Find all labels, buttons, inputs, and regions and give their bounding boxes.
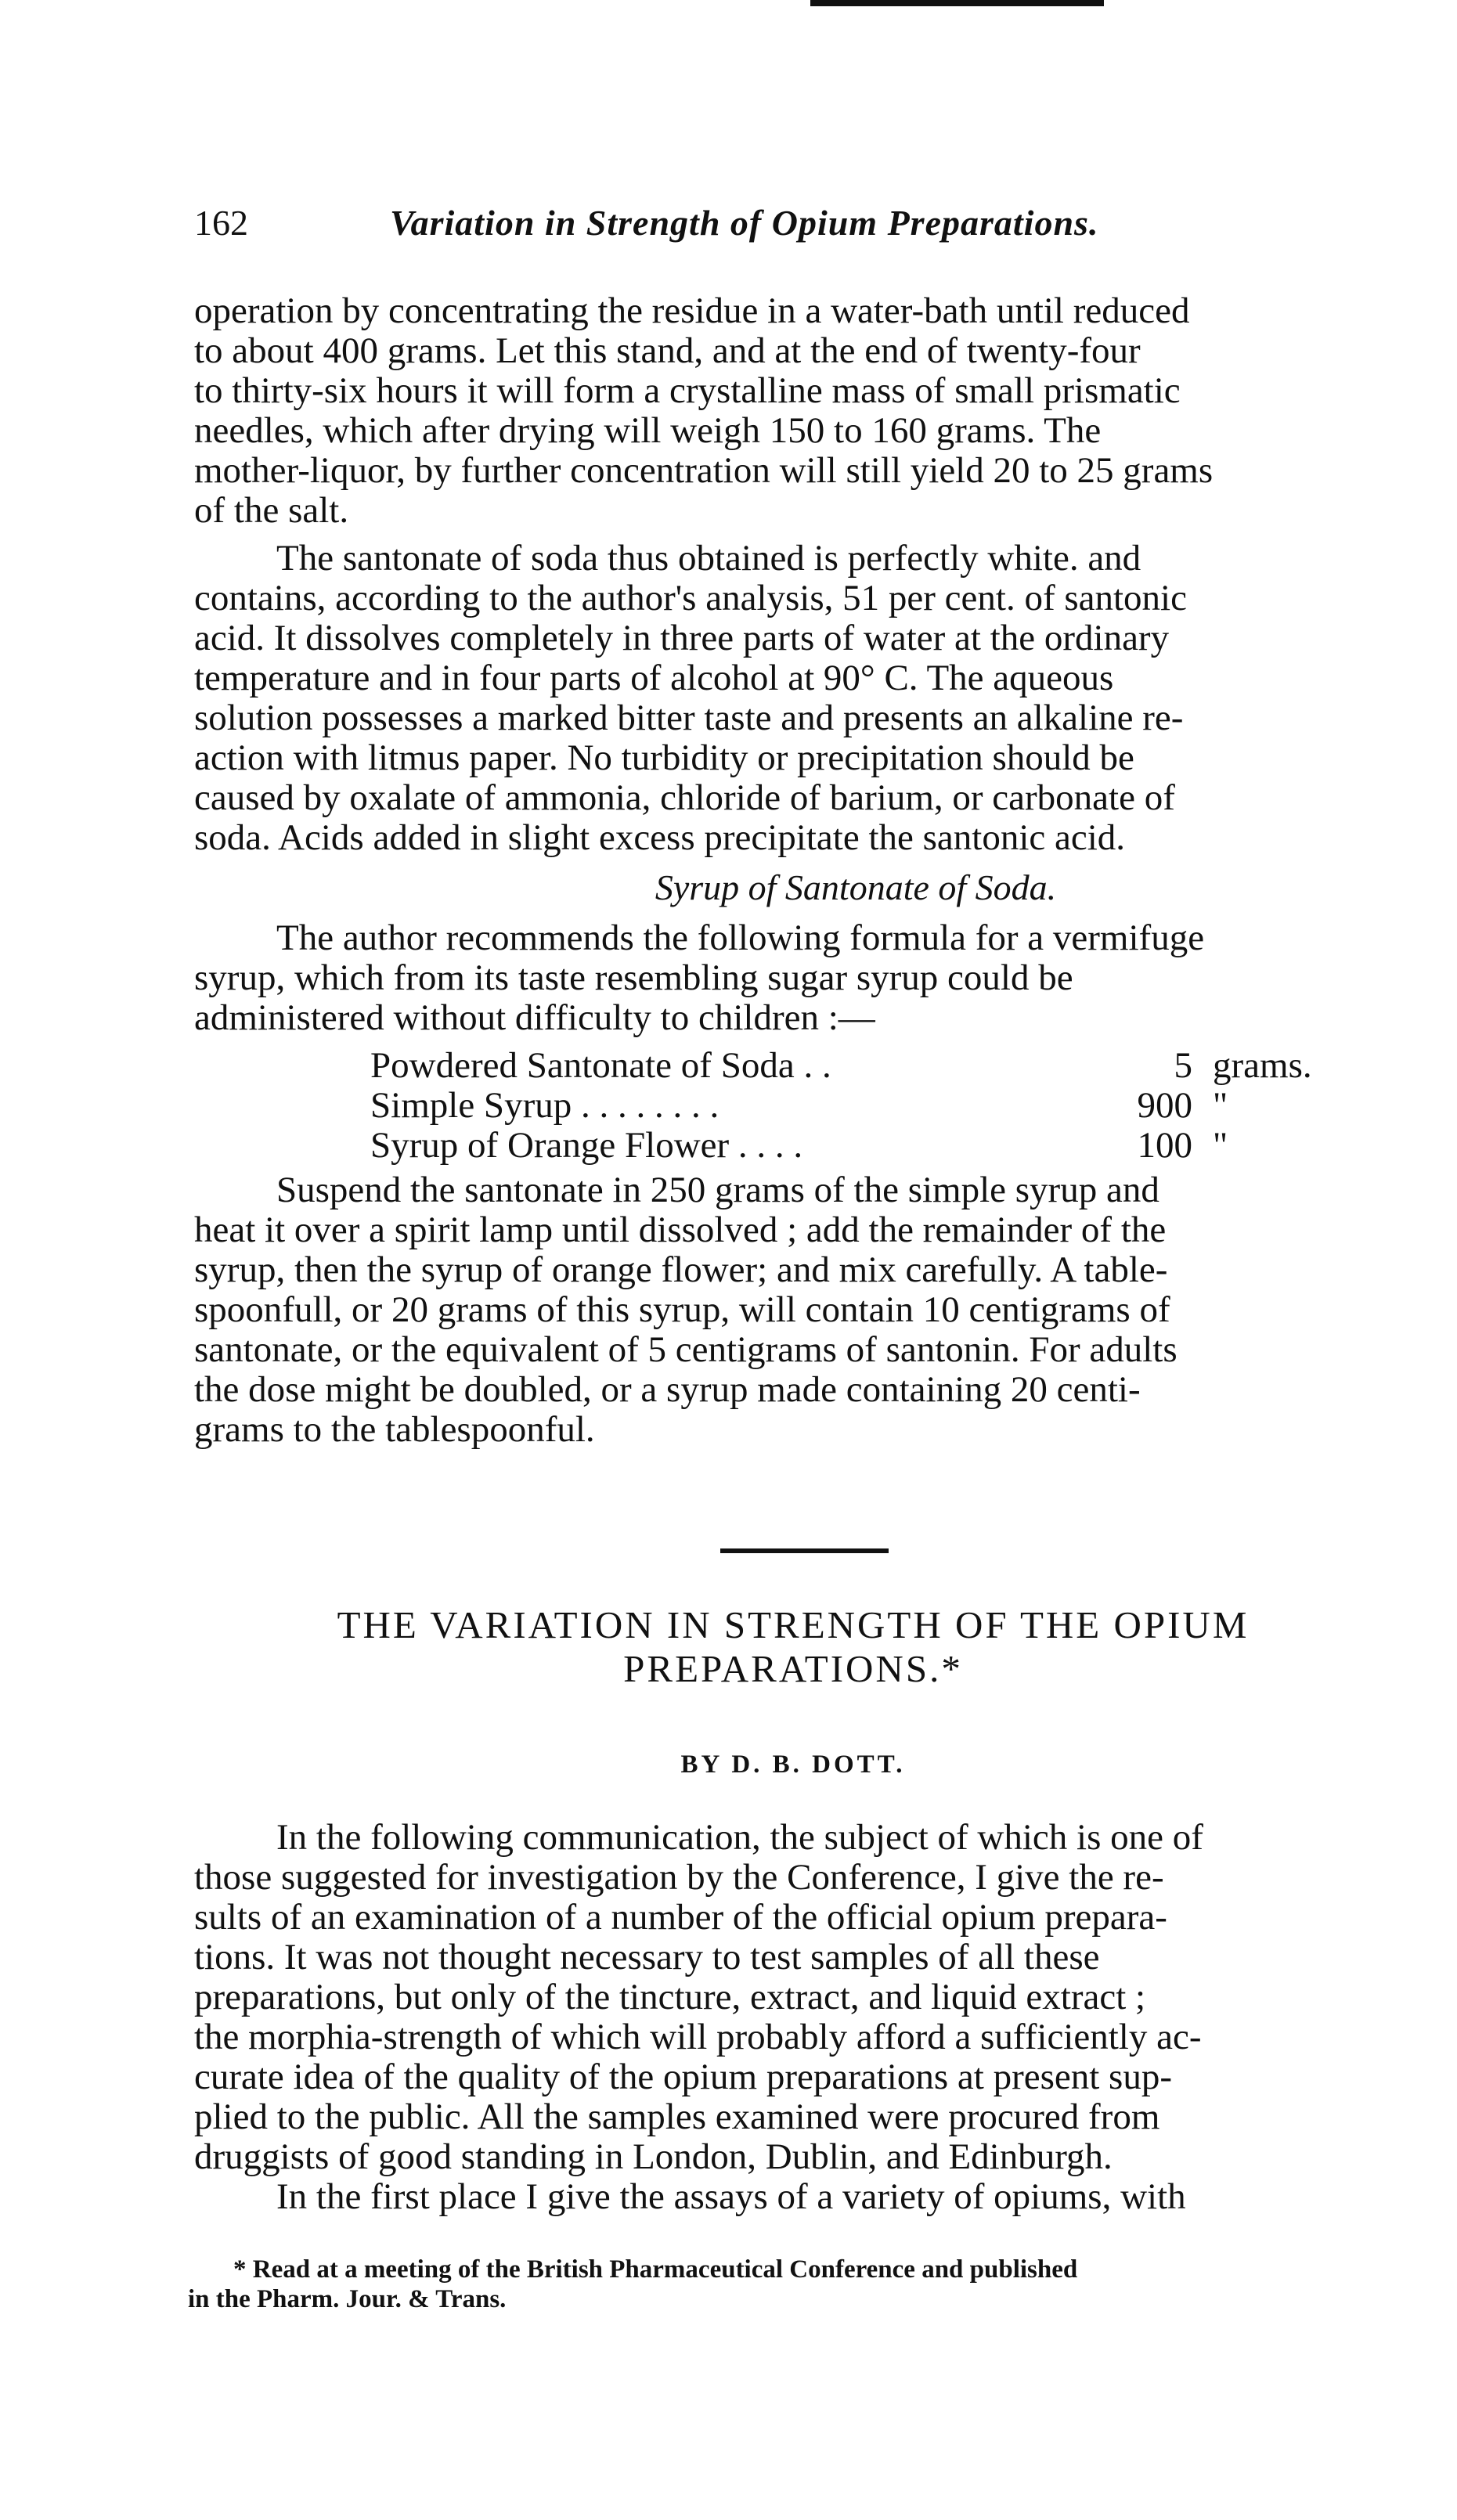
ingredient-name: Syrup of Orange Flower . . . . (370, 1125, 803, 1166)
article-body (194, 1818, 1416, 2217)
ingredient-unit: " (1213, 1085, 1228, 1126)
footnote-line: in the Pharm. Jour. & Trans. (188, 2285, 507, 2313)
text-line: druggists of good standing in London, Dublin, and Edinburgh. (194, 2136, 1113, 2177)
text-line: spoonfull, or 20 grams of this syrup, will contain 10 centigrams of (194, 1289, 1170, 1330)
byline: BY D. B. DOTT. (680, 1750, 906, 1779)
text-line: to about 400 grams. Let this stand, and at the end of twenty-four (194, 330, 1141, 371)
article-title-line: PREPARATIONS.* (623, 1647, 963, 1690)
text-line: temperature and in four parts of alcohol at 90° C. The aqueous (194, 658, 1114, 698)
text-line: Suspend the santonate in 250 grams of the simple syrup and (276, 1170, 1159, 1210)
formula-row (194, 1046, 1416, 1086)
text-line: In the first place I give the assays of a variety of opiums, with (276, 2176, 1186, 2217)
santonate-section (194, 291, 1416, 1450)
page-number: 162 (194, 203, 248, 243)
ingredient-unit: grams. (1213, 1045, 1312, 1086)
ingredient-name: Simple Syrup . . . . . . . . (370, 1085, 719, 1126)
text-line: syrup, which from its taste resembling sugar syrup could be (194, 957, 1073, 998)
text-line: heat it over a spirit lamp until dissolved ; add the remainder of the (194, 1210, 1167, 1250)
ingredient-name: Powdered Santonate of Soda . . (370, 1045, 831, 1086)
text-line: In the following communication, the subject of which is one of (276, 1817, 1203, 1858)
text-line: the morphia-strength of which will probably afford a sufficiently ac- (194, 2017, 1202, 2057)
text-line: grams to the tablespoonful. (194, 1409, 595, 1450)
paragraph-operation (194, 291, 1416, 531)
text-line: santonate, or the equivalent of 5 centigrams of santonin. For adults (194, 1329, 1178, 1370)
text-line: syrup, then the syrup of orange flower; and mix carefully. A table- (194, 1249, 1168, 1290)
subheading-syrup: Syrup of Santonate of Soda. (655, 867, 1057, 907)
formula-table (194, 1046, 1416, 1166)
footnote-line: * Read at a meeting of the British Pharmaceutical Conference and published (233, 2255, 1078, 2284)
article-title-line: THE VARIATION IN STRENGTH OF THE OPIUM (337, 1603, 1250, 1646)
text-line: solution possesses a marked bitter taste and presents an alkaline re- (194, 698, 1184, 738)
text-line: needles, which after drying will weigh 150 to 160 grams. The (194, 410, 1102, 451)
text-line: The santonate of soda thus obtained is perfectly white. and (276, 538, 1141, 579)
ingredient-quantity: 900 (1137, 1085, 1192, 1126)
paragraph-introduction (194, 1818, 1416, 2177)
formula-row (194, 1086, 1416, 1126)
text-line: curate idea of the quality of the opium preparations at present sup- (194, 2057, 1172, 2097)
running-title: Variation in Strength of Opium Preparations. (390, 203, 1099, 243)
text-line: action with litmus paper. No turbidity or precipitation should be (194, 737, 1134, 778)
text-line: acid. It dissolves completely in three parts of water at the ordinary (194, 618, 1170, 658)
text-line: to thirty-six hours it will form a crystalline mass of small prismatic (194, 370, 1181, 411)
text-line: contains, according to the author's analysis, 51 per cent. of santonic (194, 578, 1187, 618)
text-line: The author recommends the following formula for a vermifuge (276, 918, 1205, 958)
text-line: preparations, but only of the tincture, extract, and liquid extract ; (194, 1977, 1146, 2017)
top-rule (810, 0, 1104, 6)
footnote (188, 2255, 1409, 2314)
paragraph-assays (194, 2177, 1416, 2217)
ingredient-quantity: 5 (1174, 1045, 1192, 1086)
text-line: sults of an examination of a number of the official opium prepara- (194, 1897, 1167, 1938)
article-title (194, 1603, 1392, 1691)
paragraph-recommendation (194, 918, 1416, 1038)
section-divider (720, 1548, 889, 1553)
text-line: tions. It was not thought necessary to test samples of all these (194, 1937, 1100, 1977)
ingredient-unit: " (1213, 1125, 1228, 1166)
text-line: those suggested for investigation by the Conference, I give the re- (194, 1857, 1164, 1898)
running-head (194, 202, 1290, 265)
ingredient-quantity: 100 (1137, 1125, 1192, 1166)
text-line: soda. Acids added in slight excess precipitate the santonic acid. (194, 817, 1126, 858)
formula-row (194, 1126, 1416, 1166)
text-line: the dose might be doubled, or a syrup made containing 20 centi- (194, 1369, 1141, 1410)
text-line: plied to the public. All the samples examined were procured from (194, 2096, 1160, 2137)
paragraph-directions (194, 1170, 1416, 1450)
text-line: administered without difficulty to children :— (194, 997, 875, 1038)
text-line: mother-liquor, by further concentration will still yield 20 to 25 grams (194, 450, 1214, 491)
text-line: caused by oxalate of ammonia, chloride of barium, or carbonate of (194, 777, 1175, 818)
text-line: operation by concentrating the residue in a water-bath until reduced (194, 290, 1190, 331)
text-line: of the salt. (194, 490, 349, 531)
paragraph-santonate-description (194, 539, 1416, 858)
